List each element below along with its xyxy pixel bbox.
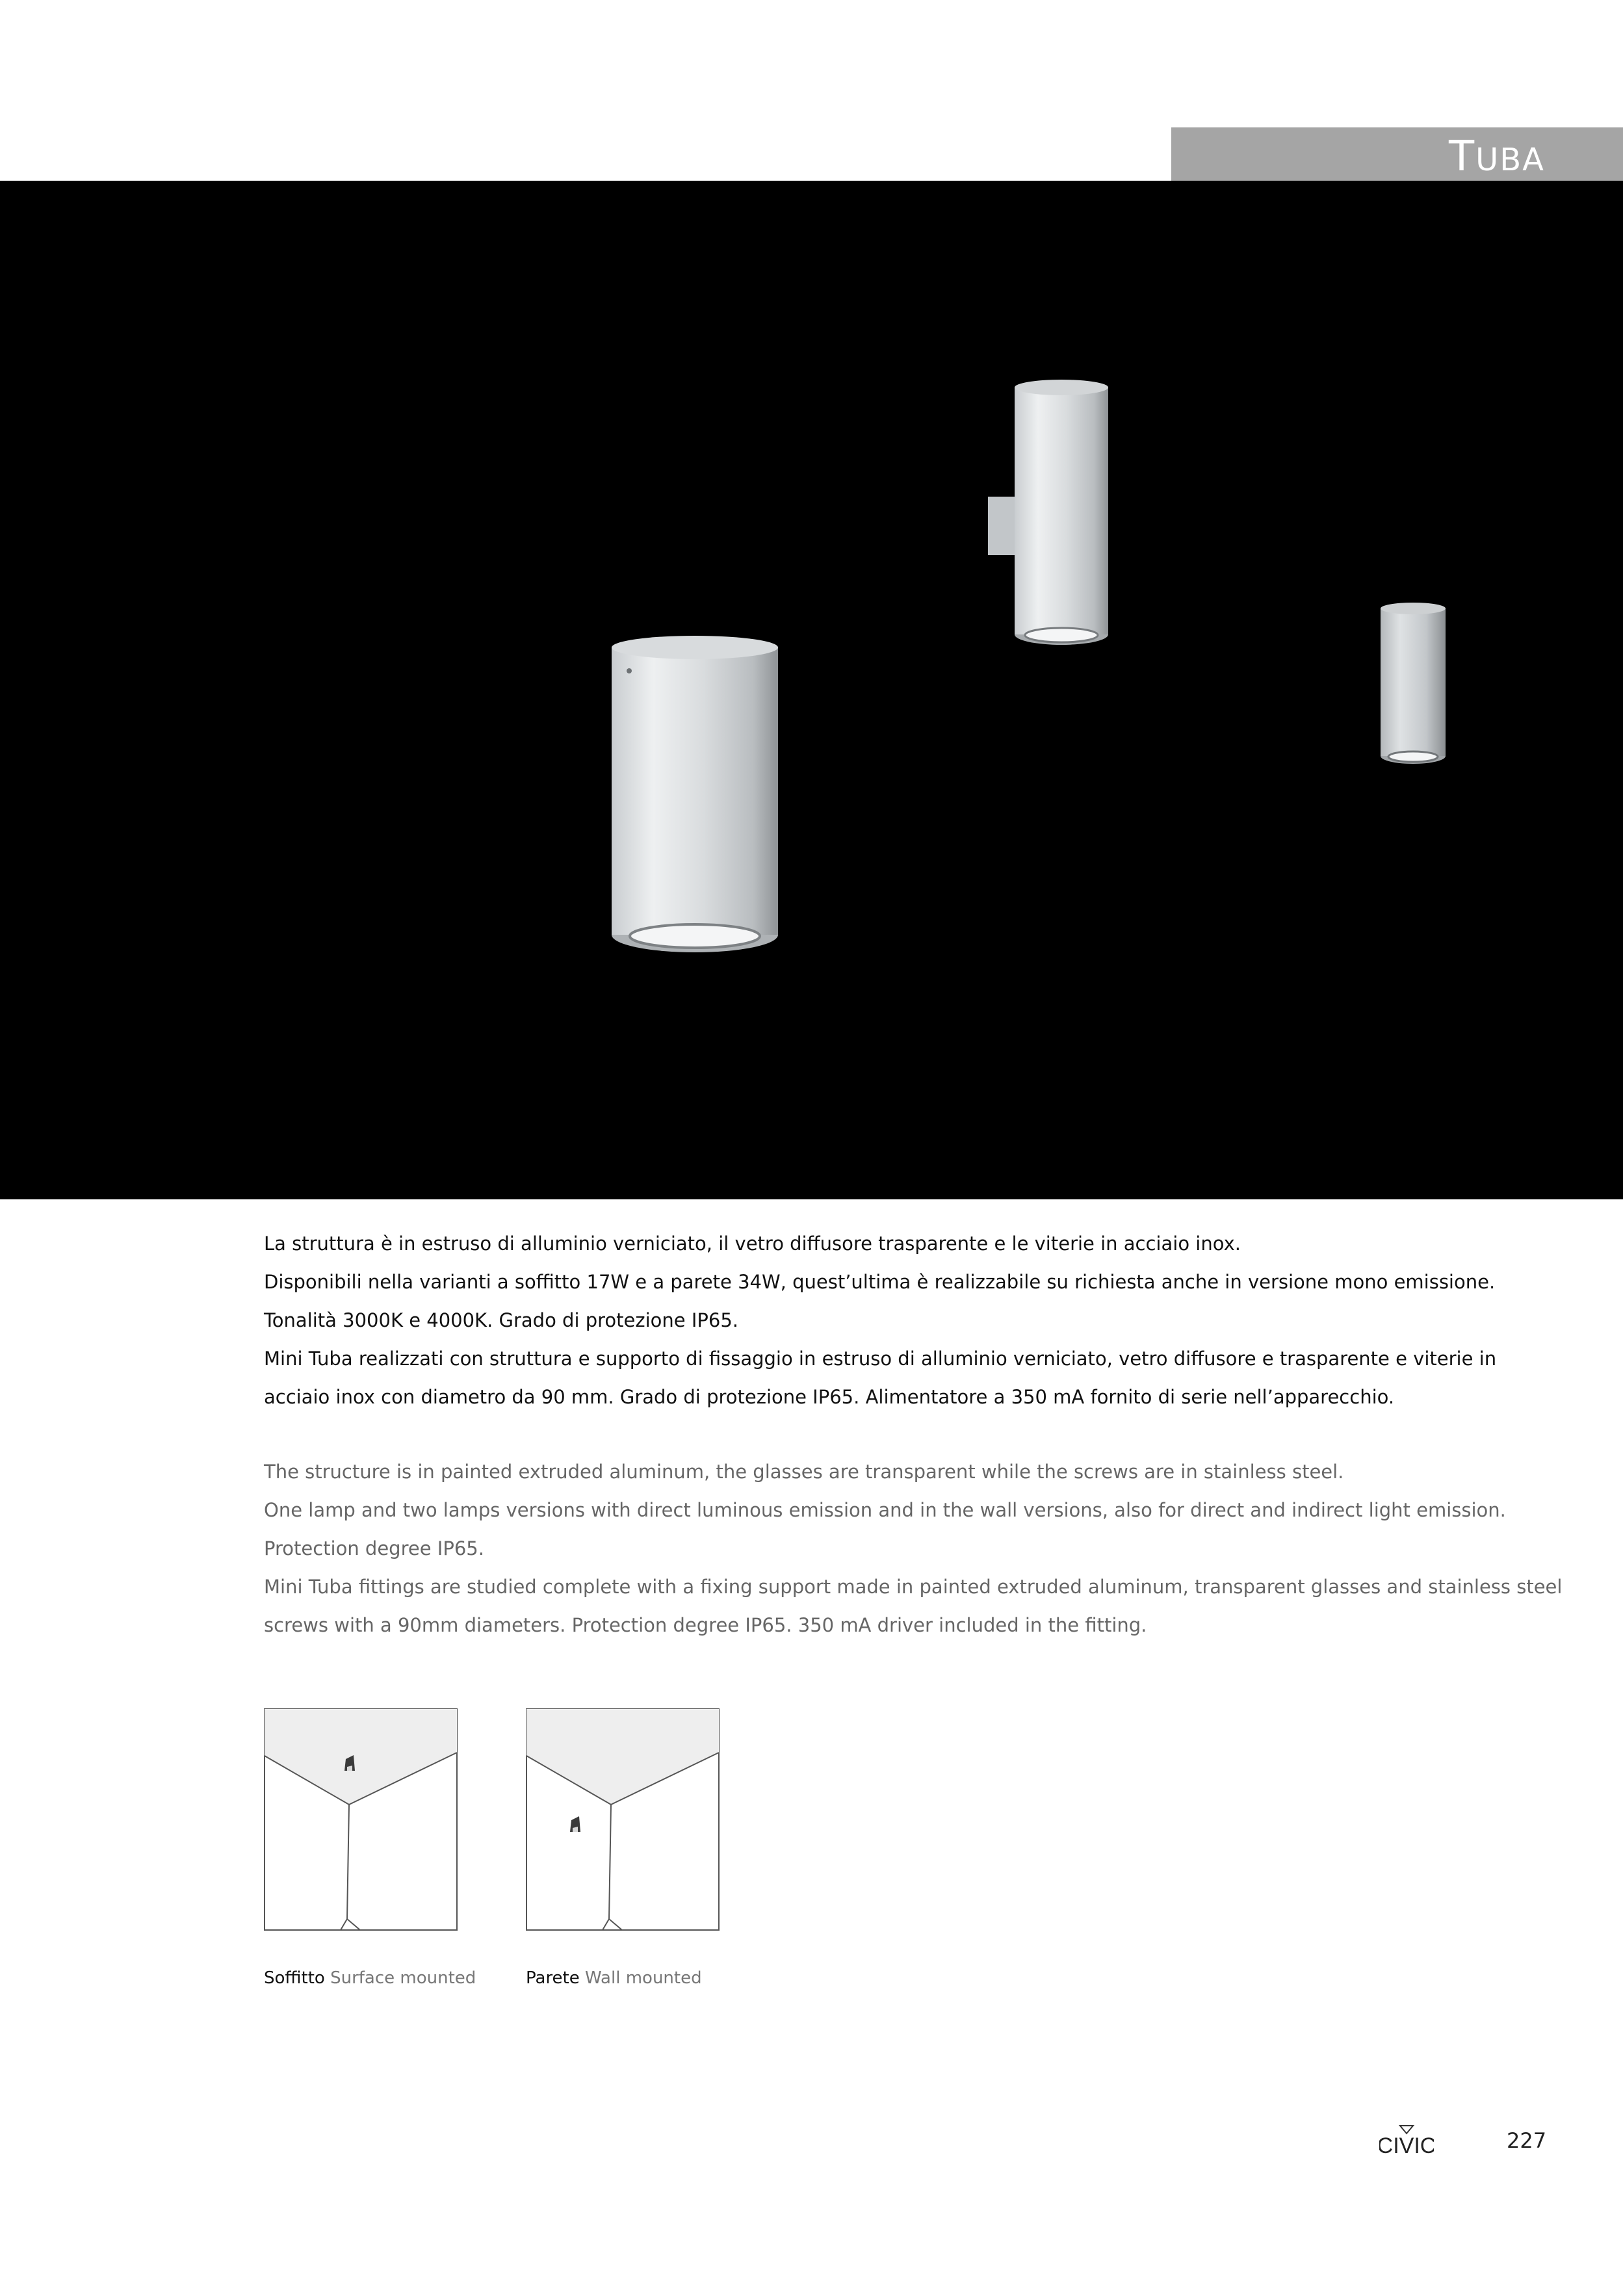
surface-mounted-diagram <box>264 1708 458 1931</box>
description-english <box>264 1453 1564 1645</box>
description-line: Mini Tuba fittings are studied complete with a fixing support made in painted extruded aluminum, transparent glasses and stainless steel <box>264 1576 1563 1598</box>
caption-wall-mounted: Parete Wall mounted <box>526 1968 702 1988</box>
ceiling-lamp-large <box>612 636 778 952</box>
description-line: The structure is in painted extruded aluminum, the glasses are transparent while the screws are in stainless steel. <box>264 1461 1344 1483</box>
svg-text:CIVIC: CIVIC <box>1379 2133 1434 2156</box>
page-number: 227 <box>1507 2128 1547 2153</box>
caption-surface-mounted: Soffitto Surface mounted <box>264 1968 476 1988</box>
description-italian <box>264 1225 1564 1416</box>
description-line: Mini Tuba realizzati con struttura e supporto di fissaggio in estruso di alluminio verniciato, vetro diffusore e trasparente e viterie in <box>264 1348 1497 1370</box>
description-line: screws with a 90mm diameters. Protection degree IP65. 350 mA driver included in the fitting. <box>264 1614 1147 1636</box>
description-line: La struttura è in estruso di alluminio verniciato, il vetro diffusore trasparente e le viterie in acciaio inox. <box>264 1233 1241 1255</box>
description-line: One lamp and two lamps versions with direct luminous emission and in the wall versions, also for direct and indirect light emission. <box>264 1499 1506 1521</box>
description-line: acciaio inox con diametro da 90 mm. Grado di protezione IP65. Alimentatore a 350 mA fornito di serie nell’apparecchio. <box>264 1386 1395 1408</box>
product-photo <box>0 181 1623 1199</box>
wall-mounted-diagram <box>526 1708 720 1931</box>
description-line: Disponibili nella varianti a soffitto 17W e a parete 34W, quest’ultima è realizzabile su richiesta anche in versione mono emissione. <box>264 1271 1496 1293</box>
civic-logo <box>1379 2124 1434 2156</box>
page-title: TUBA <box>1449 133 1545 181</box>
mini-tuba-lamp <box>1381 603 1446 764</box>
title-tab <box>1171 127 1623 181</box>
description-line: Tonalità 3000K e 4000K. Grado di protezione IP65. <box>264 1309 738 1331</box>
wall-lamp <box>988 380 1108 645</box>
description-line: Protection degree IP65. <box>264 1537 484 1559</box>
